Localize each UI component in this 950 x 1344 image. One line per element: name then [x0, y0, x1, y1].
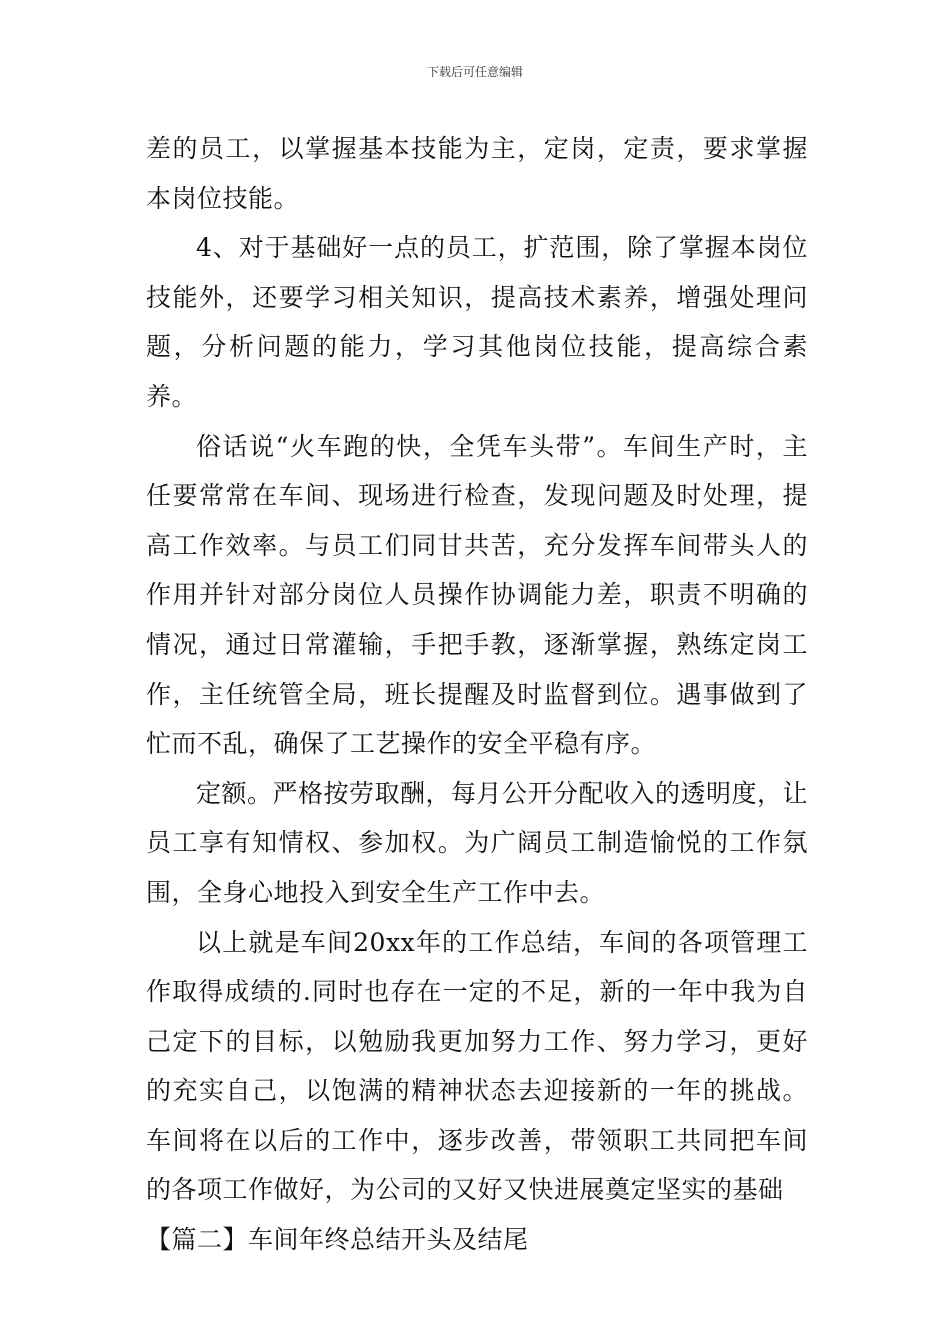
- paragraph-item-4: 4、对于基础好一点的员工，扩范围，除了掌握本岗位技能外，还要学习相关知识，提高技术素养，增强处理问题，分析问题的能力，学习其他岗位技能，提高综合素养。: [146, 233, 808, 411]
- document-body: [146, 124, 808, 1265]
- paragraph-continuation: 差的员工，以掌握基本技能为主，定岗，定责，要求掌握本岗位技能。: [146, 134, 808, 213]
- paragraph-quota: 定额。严格按劳取酬，每月公开分配收入的透明度，让员工享有知情权、参加权。为广阔员工制造愉悦的工作氛围，全身心地投入到安全生产工作中去。: [146, 778, 809, 907]
- section-heading: 【篇二】车间年终总结开头及结尾: [146, 1225, 529, 1255]
- paragraph-proverb: 俗话说“火车跑的快，全凭车头带”。车间生产时，主任要常常在车间、现场进行检查，发现问题及时处理，提高工作效率。与员工们同甘共苦，充分发挥车间带头人的作用并针对部分岗位人员操作协调能力差，职责不明确的情况，通过日常灌输，手把手教，逐渐掌握，熟练定岗工作，主任统管全局，班长提醒及时监督到位。遇事做到了忙而不乱，确保了工艺操作的安全平稳有序。: [146, 431, 808, 759]
- paragraph-summary: 以上就是车间20xx年的工作总结，车间的各项管理工作取得成绩的.同时也存在一定的不足，新的一年中我为自己定下的目标，以勉励我更加努力工作、努力学习，更好的充实自己，以饱满的精神状态去迎接新的一年的挑战。车间将在以后的工作中，逐步改善，带领职工共同把车间的各项工作做好，为公司的又好又快进展奠定坚实的基础: [146, 927, 808, 1205]
- page-header-note: 下载后可任意编辑: [426, 65, 523, 79]
